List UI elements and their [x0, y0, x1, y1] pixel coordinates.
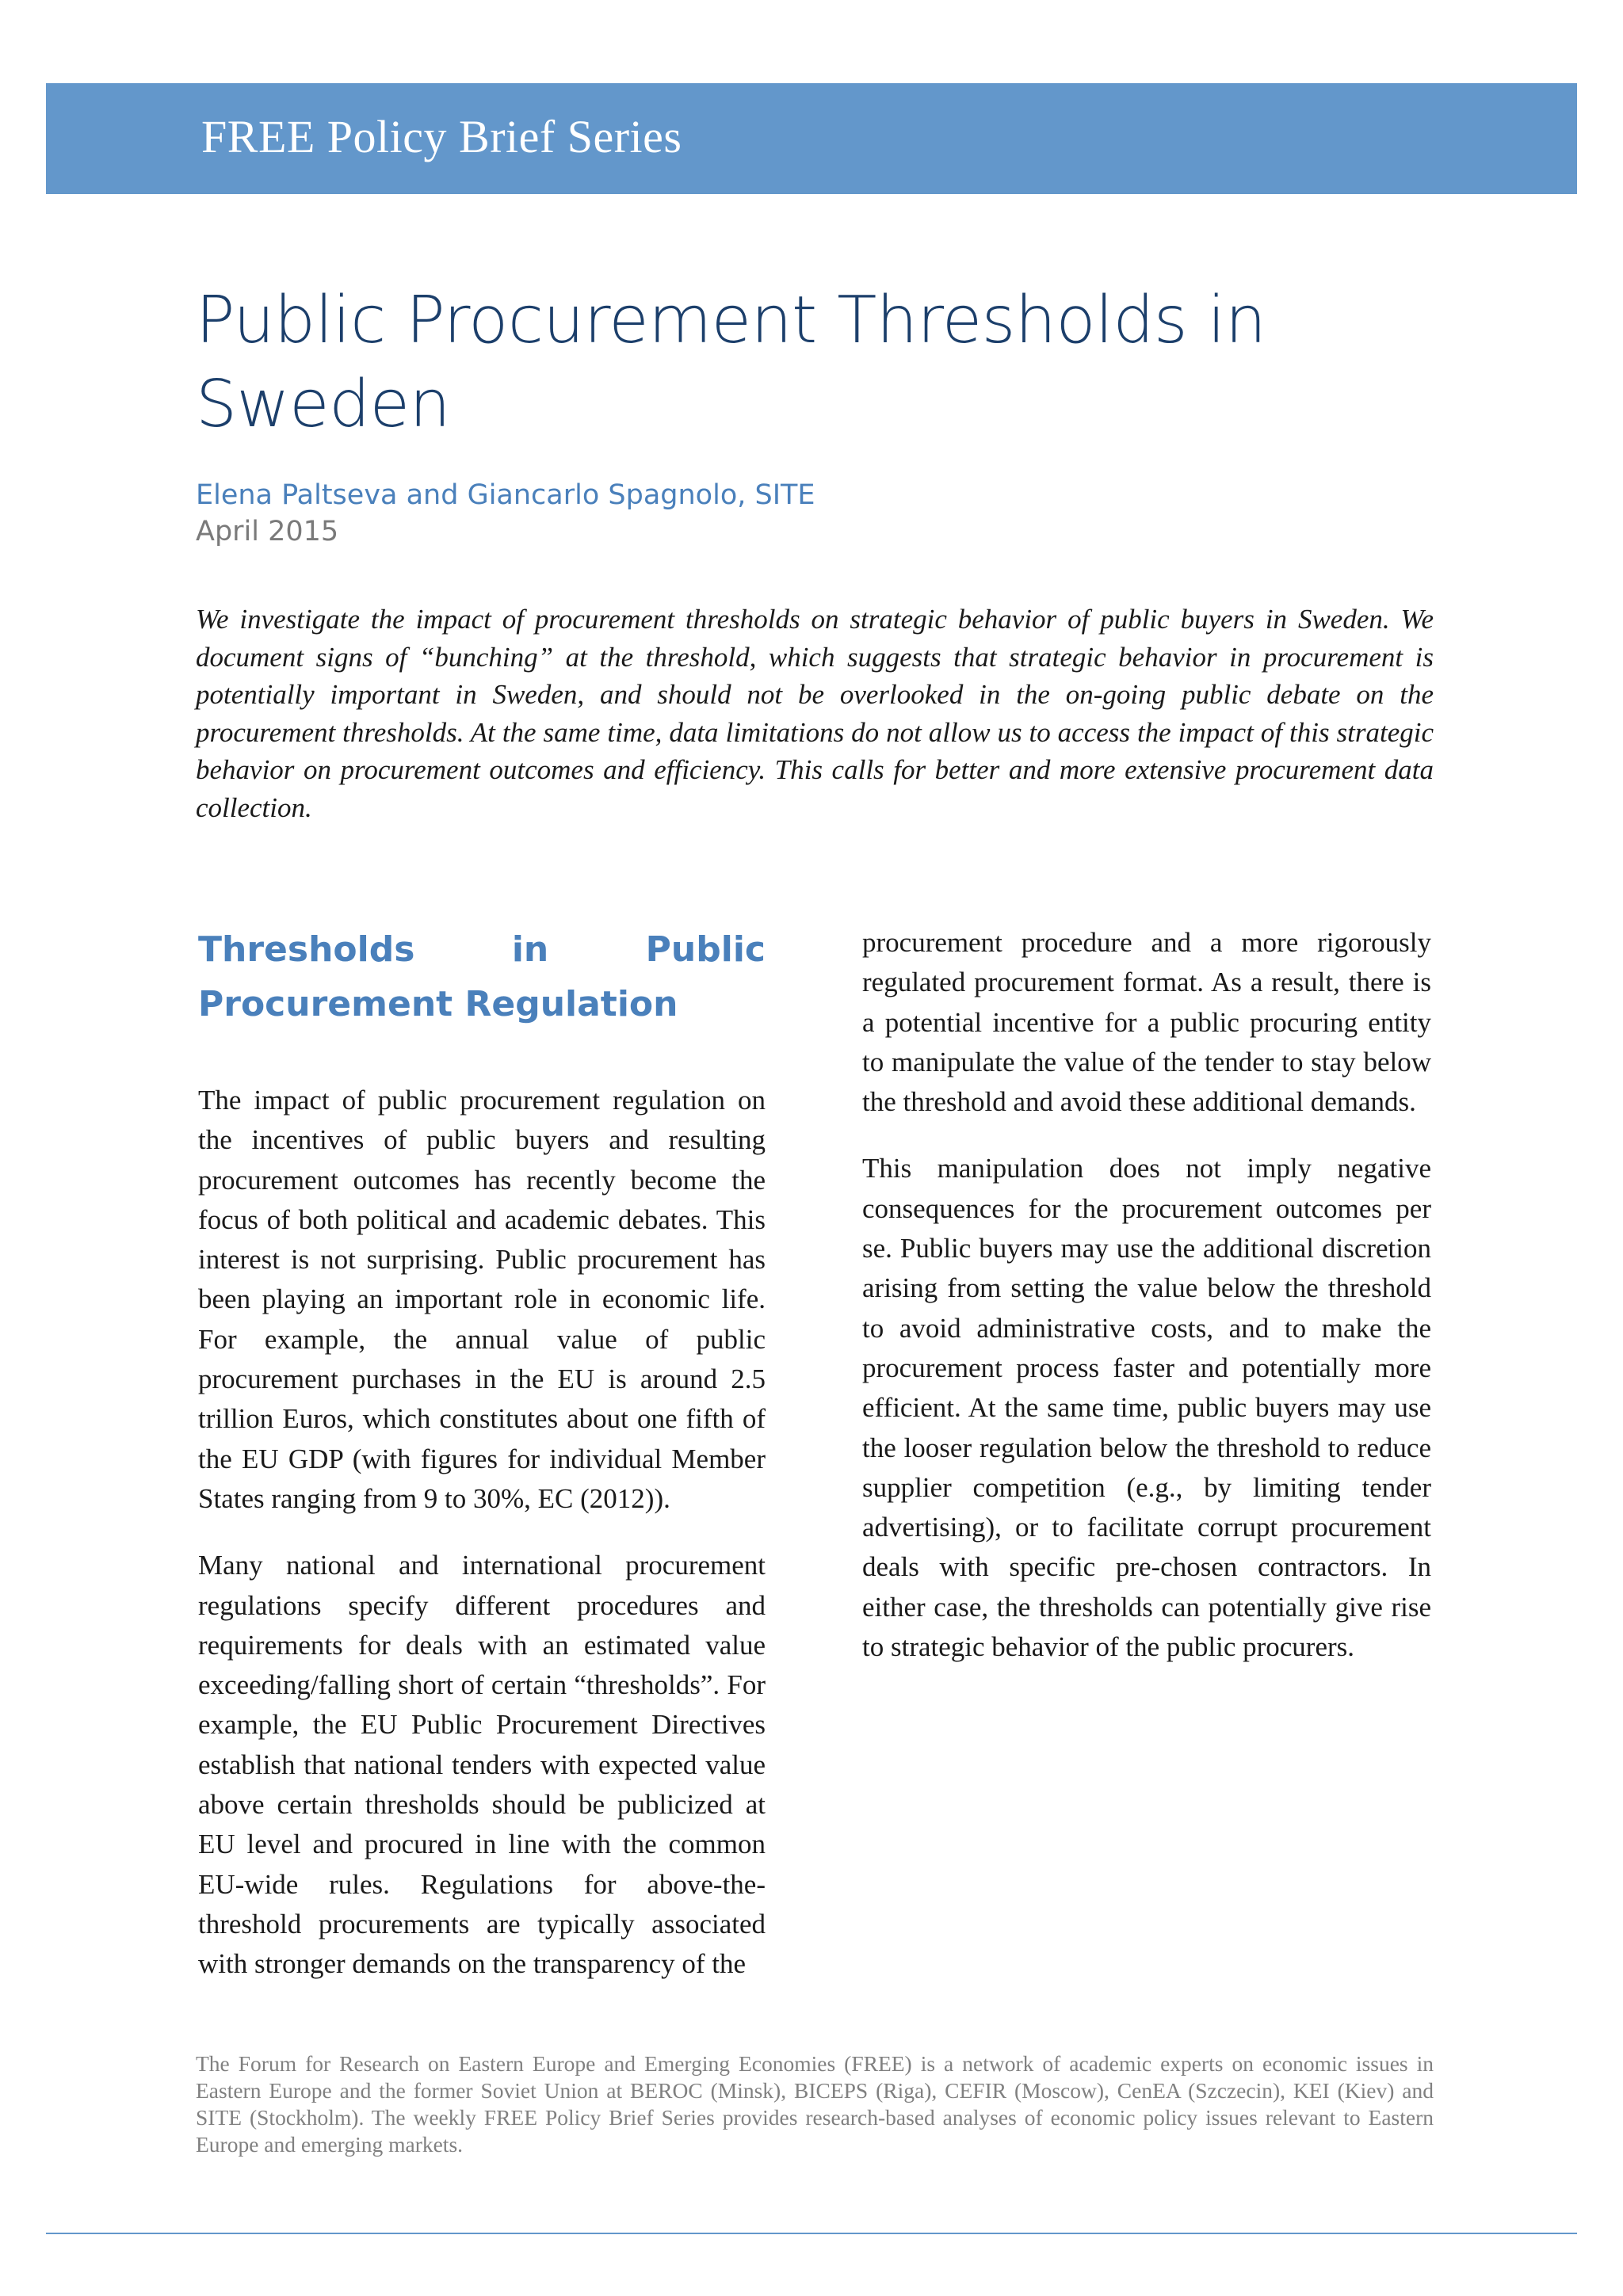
footer-note: The Forum for Research on Eastern Europe and Emerging Economies (FREE) is a network of academic experts on economic issues in Eastern Europe and the former Soviet Union at BEROC (Minsk), BICEPS (Riga), CEFIR (Moscow), CenEA (Szczecin), KEI (Kiev) and SITE (Stockholm). The weekly FREE Policy Brief Series provides research-based analyses of economic policy issues relevant to Eastern Europe and emerging markets.	[196, 2051, 1434, 2157]
left-column	[198, 919, 766, 1985]
series-banner	[46, 83, 1577, 194]
body-paragraph-2-continued: procurement procedure and a more rigorously regulated procurement format. As a result, there is a potential incentive for a public procuring entity to manipulate the value of the tender to stay below the threshold and avoid these additional demands.	[862, 927, 1431, 1118]
section-heading	[198, 919, 766, 1032]
section-heading-line1: Thresholds in Public	[198, 929, 766, 970]
right-column	[862, 923, 1431, 1667]
series-title: FREE Policy Brief Series	[201, 111, 682, 162]
publication-date: April 2015	[196, 516, 339, 547]
body-paragraph-1: The impact of public procurement regulation on the incentives of public buyers and resulting procurement outcomes has recently become the focus of both political and academic debates. This interest is not surprising. Public procurement has been playing an important role in economic life. For example, the annual value of public procurement purchases in the EU is around 2.5 trillion Euros, which constitutes about one fifth of the EU GDP (with figures for individual Member States ranging from 9 to 30%, EC (2012)).	[198, 1085, 766, 1514]
section-heading-line2: Procurement Regulation	[198, 984, 678, 1024]
page-title: Public Procurement Thresholds in Sweden	[196, 283, 1266, 442]
body-paragraph-3: This manipulation does not imply negative consequences for the procurement outcomes per se. Public buyers may use the additional discretion arising from setting the value below the threshold to avoid administrative costs, and to make the procurement process faster and potentially more efficient. At the same time, public buyers may use the looser regulation below the threshold to reduce supplier competition (e.g., by limiting tender advertising), or to facilitate corrupt procurement deals with specific pre-chosen contractors. In either case, the thresholds can potentially give rise to strategic behavior of the public procurers.	[862, 1153, 1431, 1663]
body-paragraph-2: Many national and international procurement regulations specify different procedures and requirements for deals with an estimated value exceeding/falling short of certain “thresholds”. For example, the EU Public Procurement Directives establish that national tenders with expected value above certain thresholds should be publicized at EU level and procured in line with the common EU-wide rules. Regulations for above-the-threshold procurements are typically associated with stronger demands on the transparency of the	[198, 1550, 766, 1980]
abstract: We investigate the impact of procurement thresholds on strategic behavior of public buyers in Sweden. We document signs of “bunching” at the threshold, which suggests that strategic behavior in procurement is potentially important in Sweden, and should not be overlooked in the on-going public debate on the procurement thresholds. At the same time, data limitations do not allow us to access the impact of this strategic behavior on procurement outcomes and efficiency. This calls for better and more extensive procurement data collection.	[196, 604, 1434, 823]
authors: Elena Paltseva and Giancarlo Spagnolo, SITE	[196, 479, 815, 511]
footer-rule	[46, 2233, 1577, 2234]
